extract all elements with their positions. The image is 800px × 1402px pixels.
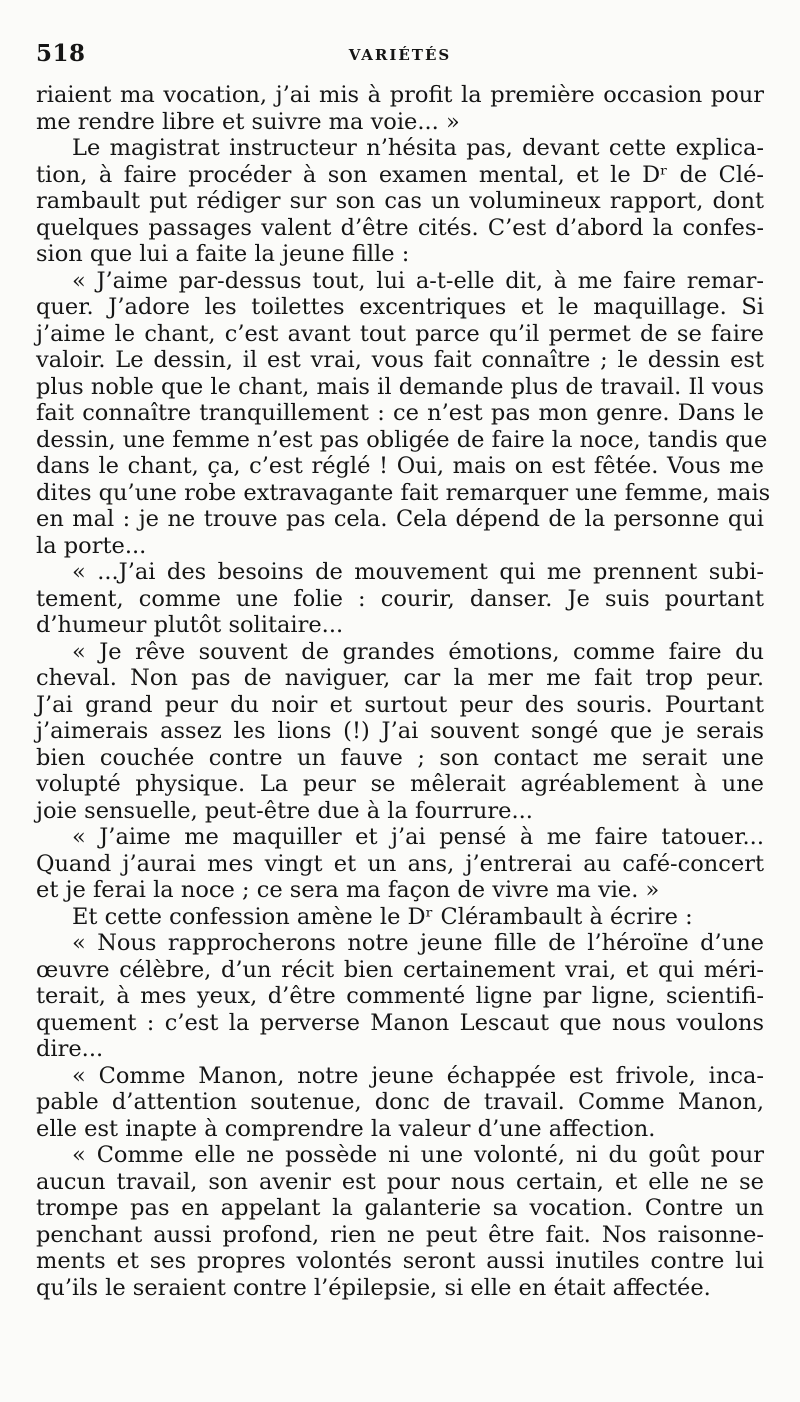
- text-line: joie sensuelle, peut-être due à la fourrure...: [36, 797, 533, 824]
- text-line: elle est inapte à comprendre la valeur d’une affection.: [36, 1115, 656, 1142]
- text-line: dites qu’une robe extravagante fait remarquer une femme, mais: [36, 479, 771, 506]
- text-line: J’ai grand peur du noir et surtout peur des souris. Pourtant: [36, 691, 764, 718]
- text-line: qu’ils le seraient contre l’épilepsie, si elle en était affectée.: [36, 1274, 711, 1301]
- text-line: dans le chant, ça, c’est réglé ! Oui, mais on est fêtée. Vous me: [36, 453, 764, 479]
- text-line: en mal : je ne trouve pas cela. Cela dépend de la personne qui: [36, 506, 764, 532]
- text-line: aucun travail, son avenir est pour nous certain, et elle ne se: [36, 1168, 764, 1195]
- text-line: penchant aussi profond, rien ne peut être fait. Nos raisonne-: [36, 1221, 764, 1248]
- running-head: VARIÉTÉS: [348, 46, 452, 64]
- text-line: quelques passages valent d’être cités. C’est d’abord la confes-: [36, 214, 764, 241]
- text-line: ments et ses propres volontés seront aussi inutiles contre lui: [36, 1248, 764, 1274]
- text-line: « Comme elle ne possède ni une volonté, ni du goût pour: [72, 1142, 764, 1168]
- text-line: tement, comme une folie : courir, danser. Je suis pourtant: [36, 585, 764, 612]
- text-line: œuvre célèbre, d’un récit bien certainement vrai, et qui méri-: [36, 956, 764, 983]
- page-header: [36, 38, 764, 82]
- text-line: tion, à faire procéder à son examen mental, et le Dʳ de Clé-: [36, 161, 764, 188]
- text-line: trompe pas en appelant la galanterie sa vocation. Contre un: [36, 1195, 764, 1221]
- text-line: riaient ma vocation, j’ai mis à profit la première occasion pour: [36, 82, 764, 108]
- text-line: d’humeur plutôt solitaire...: [36, 612, 344, 638]
- text-line: « Je rêve souvent de grandes émotions, comme faire du: [72, 638, 764, 665]
- text-line: quement : c’est la perverse Manon Lescaut que nous voulons: [36, 1009, 764, 1036]
- text-line: « Comme Manon, notre jeune échappée est frivole, inca-: [72, 1062, 764, 1089]
- text-line: sion que lui a faite la jeune fille :: [36, 241, 410, 267]
- text-line: pable d’attention soutenue, donc de travail. Comme Manon,: [36, 1089, 764, 1115]
- text-line: dessin, une femme n’est pas obligée de faire la noce, tandis que: [36, 426, 768, 453]
- book-page: [36, 38, 771, 1301]
- text-line: bien couchée contre un fauve ; son contact me serait une: [36, 744, 764, 771]
- text-line: j’aime le chant, c’est avant tout parce qu’il permet de se faire: [36, 320, 764, 347]
- text-line: plus noble que le chant, mais il demande plus de travail. Il vous: [36, 373, 764, 400]
- text-line: « J’aime par-dessus tout, lui a-t-elle dit, à me faire remar-: [72, 267, 764, 294]
- text-line: quer. J’adore les toilettes excentriques et le maquillage. Si: [36, 294, 764, 320]
- text-line: cheval. Non pas de naviguer, car la mer me fait trop peur.: [36, 665, 764, 691]
- text-line: rambault put rédiger sur son cas un volumineux rapport, dont: [36, 188, 764, 214]
- text-line: Le magistrat instructeur n’hésita pas, devant cette explica-: [72, 135, 764, 161]
- text-line: « ...J’ai des besoins de mouvement qui me prennent subi-: [72, 559, 764, 585]
- text-line: Quand j’aurai mes vingt et un ans, j’entrerai au café-concert: [36, 850, 764, 877]
- body-text: [36, 82, 771, 1301]
- text-line: fait connaître tranquillement : ce n’est pas mon genre. Dans le: [36, 400, 764, 426]
- text-line: la porte...: [36, 532, 147, 559]
- text-line: terait, à mes yeux, d’être commenté ligne par ligne, scientifi-: [36, 983, 764, 1009]
- text-line: me rendre libre et suivre ma voie... »: [36, 108, 460, 135]
- text-line: Et cette confession amène le Dʳ Clérambault à écrire :: [72, 903, 693, 930]
- text-line: et je ferai la noce ; ce sera ma façon de vivre ma vie. »: [36, 877, 660, 903]
- text-line: « J’aime me maquiller et j’ai pensé à me faire tatouer...: [72, 824, 764, 850]
- text-line: j’aimerais assez les lions (!) J’ai souvent songé que je serais: [36, 718, 764, 744]
- text-line: volupté physique. La peur se mêlerait agréablement à une: [36, 771, 764, 797]
- page-number: 518: [36, 40, 86, 67]
- text-line: dire...: [36, 1036, 104, 1062]
- text-line: valoir. Le dessin, il est vrai, vous fait connaître ; le dessin est: [36, 347, 764, 373]
- text-line: « Nous rapprocherons notre jeune fille de l’héroïne d’une: [72, 930, 764, 956]
